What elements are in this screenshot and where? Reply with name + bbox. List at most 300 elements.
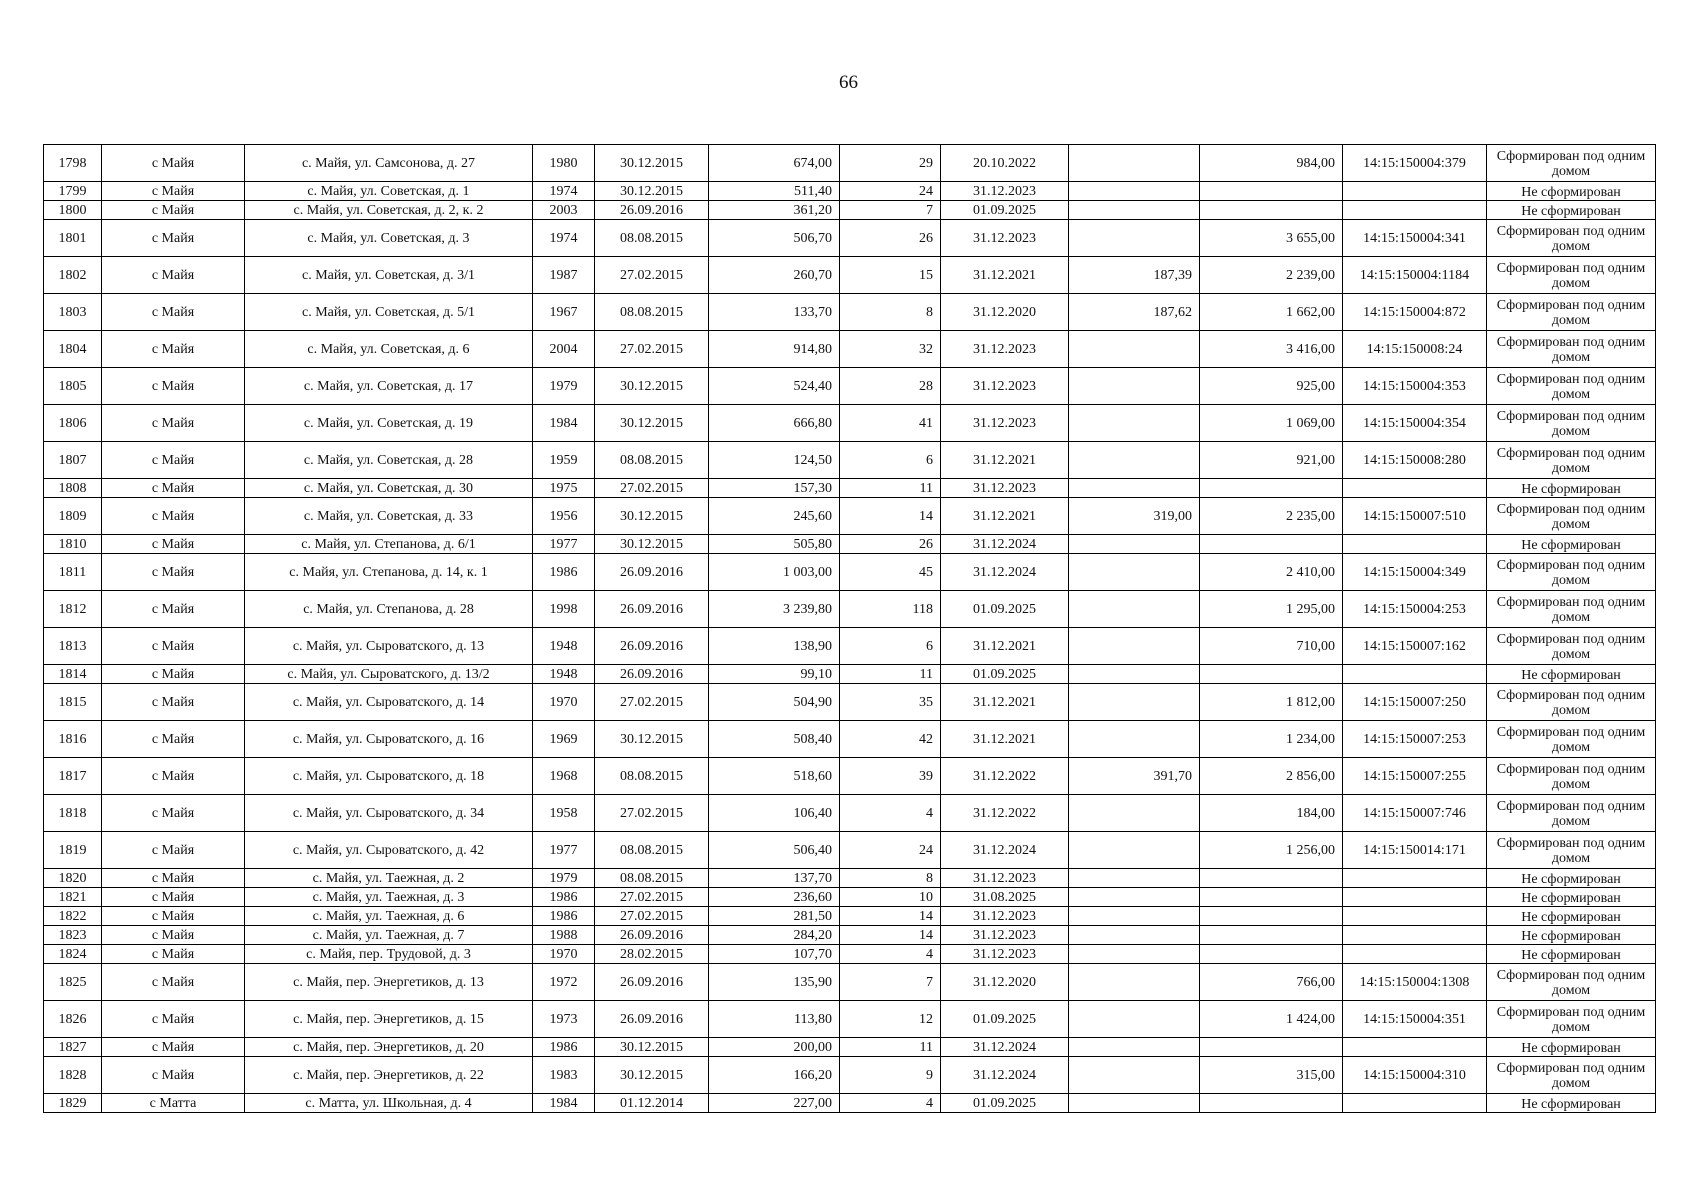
cell-survey-date: 26.09.2016 bbox=[595, 554, 709, 591]
cell-survey-date: 30.12.2015 bbox=[595, 1038, 709, 1057]
cell-residents: 45 bbox=[840, 554, 941, 591]
cell-survey-date: 26.09.2016 bbox=[595, 628, 709, 665]
table-row bbox=[44, 795, 1656, 832]
table-row bbox=[44, 907, 1656, 926]
cell-cadastral-number bbox=[1343, 907, 1487, 926]
cell-settlement: с Майя bbox=[102, 145, 245, 182]
cell-land-status: Сформирован под одним домом bbox=[1487, 964, 1656, 1001]
cell-land-area-b bbox=[1200, 182, 1343, 201]
cell-row-number: 1805 bbox=[44, 368, 102, 405]
cell-cadastral-number: 14:15:150007:510 bbox=[1343, 498, 1487, 535]
cell-settlement: с Майя bbox=[102, 1038, 245, 1057]
cell-row-number: 1829 bbox=[44, 1094, 102, 1113]
cell-residents: 4 bbox=[840, 1094, 941, 1113]
cell-residents: 11 bbox=[840, 665, 941, 684]
cell-residents: 32 bbox=[840, 331, 941, 368]
cell-land-area-b bbox=[1200, 1038, 1343, 1057]
cell-cadastral-number: 14:15:150014:171 bbox=[1343, 832, 1487, 869]
cell-survey-date: 27.02.2015 bbox=[595, 479, 709, 498]
cell-settlement: с Майя bbox=[102, 907, 245, 926]
table-row bbox=[44, 535, 1656, 554]
cell-repair-deadline: 31.12.2023 bbox=[941, 331, 1069, 368]
cell-land-area-a bbox=[1069, 1038, 1200, 1057]
cell-address: с. Майя, ул. Степанова, д. 28 bbox=[245, 591, 533, 628]
cell-row-number: 1818 bbox=[44, 795, 102, 832]
cell-year-built: 2004 bbox=[533, 331, 595, 368]
cell-land-status: Не сформирован bbox=[1487, 182, 1656, 201]
cell-survey-date: 26.09.2016 bbox=[595, 926, 709, 945]
cell-survey-date: 08.08.2015 bbox=[595, 832, 709, 869]
cell-area: 107,70 bbox=[709, 945, 840, 964]
cell-land-area-a bbox=[1069, 479, 1200, 498]
cell-cadastral-number: 14:15:150007:746 bbox=[1343, 795, 1487, 832]
cell-land-area-a bbox=[1069, 1094, 1200, 1113]
cell-row-number: 1803 bbox=[44, 294, 102, 331]
table-row bbox=[44, 964, 1656, 1001]
cell-land-status: Сформирован под одним домом bbox=[1487, 257, 1656, 294]
cell-repair-deadline: 31.12.2021 bbox=[941, 257, 1069, 294]
cell-residents: 4 bbox=[840, 945, 941, 964]
cell-year-built: 1973 bbox=[533, 1001, 595, 1038]
cell-land-area-b: 1 424,00 bbox=[1200, 1001, 1343, 1038]
cell-year-built: 1984 bbox=[533, 1094, 595, 1113]
cell-survey-date: 08.08.2015 bbox=[595, 758, 709, 795]
cell-settlement: с Майя bbox=[102, 684, 245, 721]
cell-residents: 24 bbox=[840, 832, 941, 869]
cell-land-area-b bbox=[1200, 535, 1343, 554]
cell-repair-deadline: 31.12.2023 bbox=[941, 220, 1069, 257]
cell-repair-deadline: 31.12.2023 bbox=[941, 926, 1069, 945]
cell-land-status: Сформирован под одним домом bbox=[1487, 721, 1656, 758]
cell-row-number: 1819 bbox=[44, 832, 102, 869]
table-row bbox=[44, 1038, 1656, 1057]
table-row bbox=[44, 498, 1656, 535]
cell-area: 157,30 bbox=[709, 479, 840, 498]
cell-cadastral-number: 14:15:150007:162 bbox=[1343, 628, 1487, 665]
cell-settlement: с Майя bbox=[102, 945, 245, 964]
cell-land-area-a bbox=[1069, 832, 1200, 869]
cell-area: 3 239,80 bbox=[709, 591, 840, 628]
cell-row-number: 1798 bbox=[44, 145, 102, 182]
cell-land-area-b: 3 655,00 bbox=[1200, 220, 1343, 257]
cell-land-status: Сформирован под одним домом bbox=[1487, 628, 1656, 665]
cell-area: 518,60 bbox=[709, 758, 840, 795]
cell-settlement: с Майя bbox=[102, 257, 245, 294]
cell-land-area-b: 2 410,00 bbox=[1200, 554, 1343, 591]
cell-settlement: с Майя bbox=[102, 220, 245, 257]
cell-survey-date: 30.12.2015 bbox=[595, 405, 709, 442]
cell-residents: 28 bbox=[840, 368, 941, 405]
cell-land-area-b: 2 235,00 bbox=[1200, 498, 1343, 535]
cell-repair-deadline: 31.12.2024 bbox=[941, 1038, 1069, 1057]
cell-land-area-a bbox=[1069, 201, 1200, 220]
cell-year-built: 1980 bbox=[533, 145, 595, 182]
cell-year-built: 1970 bbox=[533, 684, 595, 721]
cell-cadastral-number bbox=[1343, 926, 1487, 945]
cell-land-area-b: 2 856,00 bbox=[1200, 758, 1343, 795]
cell-land-area-b: 1 295,00 bbox=[1200, 591, 1343, 628]
cell-settlement: с Майя bbox=[102, 758, 245, 795]
cell-area: 106,40 bbox=[709, 795, 840, 832]
cell-repair-deadline: 31.12.2023 bbox=[941, 869, 1069, 888]
cell-repair-deadline: 31.12.2021 bbox=[941, 498, 1069, 535]
table-row bbox=[44, 442, 1656, 479]
cell-year-built: 1988 bbox=[533, 926, 595, 945]
cell-repair-deadline: 31.12.2021 bbox=[941, 684, 1069, 721]
cell-survey-date: 30.12.2015 bbox=[595, 721, 709, 758]
cell-land-status: Не сформирован bbox=[1487, 888, 1656, 907]
cell-cadastral-number: 14:15:150004:351 bbox=[1343, 1001, 1487, 1038]
cell-survey-date: 30.12.2015 bbox=[595, 1057, 709, 1094]
cell-residents: 10 bbox=[840, 888, 941, 907]
cell-year-built: 1984 bbox=[533, 405, 595, 442]
cell-land-status: Не сформирован bbox=[1487, 201, 1656, 220]
cell-row-number: 1816 bbox=[44, 721, 102, 758]
cell-land-area-a: 187,39 bbox=[1069, 257, 1200, 294]
cell-area: 281,50 bbox=[709, 907, 840, 926]
cell-cadastral-number: 14:15:150007:250 bbox=[1343, 684, 1487, 721]
cell-settlement: с Майя bbox=[102, 1057, 245, 1094]
cell-address: с. Майя, ул. Советская, д. 6 bbox=[245, 331, 533, 368]
cell-repair-deadline: 31.12.2023 bbox=[941, 479, 1069, 498]
cell-year-built: 1958 bbox=[533, 795, 595, 832]
cell-area: 524,40 bbox=[709, 368, 840, 405]
cell-area: 133,70 bbox=[709, 294, 840, 331]
table-row bbox=[44, 1094, 1656, 1113]
cell-repair-deadline: 01.09.2025 bbox=[941, 665, 1069, 684]
cell-land-status: Сформирован под одним домом bbox=[1487, 832, 1656, 869]
cell-year-built: 1974 bbox=[533, 220, 595, 257]
cell-settlement: с Майя bbox=[102, 888, 245, 907]
cell-settlement: с Майя bbox=[102, 554, 245, 591]
cell-year-built: 1956 bbox=[533, 498, 595, 535]
table-row bbox=[44, 257, 1656, 294]
cell-cadastral-number: 14:15:150004:353 bbox=[1343, 368, 1487, 405]
cell-row-number: 1817 bbox=[44, 758, 102, 795]
cell-cadastral-number bbox=[1343, 535, 1487, 554]
cell-repair-deadline: 31.08.2025 bbox=[941, 888, 1069, 907]
cell-year-built: 1977 bbox=[533, 832, 595, 869]
cell-cadastral-number: 14:15:150008:280 bbox=[1343, 442, 1487, 479]
cell-residents: 11 bbox=[840, 479, 941, 498]
cell-land-area-b: 1 234,00 bbox=[1200, 721, 1343, 758]
table-row bbox=[44, 145, 1656, 182]
cell-repair-deadline: 31.12.2024 bbox=[941, 554, 1069, 591]
cell-residents: 26 bbox=[840, 535, 941, 554]
cell-residents: 7 bbox=[840, 964, 941, 1001]
cell-land-area-a bbox=[1069, 331, 1200, 368]
cell-year-built: 1970 bbox=[533, 945, 595, 964]
cell-land-status: Сформирован под одним домом bbox=[1487, 1001, 1656, 1038]
cell-repair-deadline: 01.09.2025 bbox=[941, 1094, 1069, 1113]
cell-land-status: Сформирован под одним домом bbox=[1487, 145, 1656, 182]
cell-row-number: 1813 bbox=[44, 628, 102, 665]
table-row bbox=[44, 832, 1656, 869]
cell-repair-deadline: 31.12.2023 bbox=[941, 182, 1069, 201]
cell-land-area-a: 319,00 bbox=[1069, 498, 1200, 535]
cell-area: 504,90 bbox=[709, 684, 840, 721]
cell-residents: 14 bbox=[840, 907, 941, 926]
cell-row-number: 1824 bbox=[44, 945, 102, 964]
cell-cadastral-number: 14:15:150008:24 bbox=[1343, 331, 1487, 368]
cell-land-status: Сформирован под одним домом bbox=[1487, 220, 1656, 257]
cell-repair-deadline: 31.12.2023 bbox=[941, 945, 1069, 964]
cell-address: с. Матта, ул. Школьная, д. 4 bbox=[245, 1094, 533, 1113]
cell-residents: 8 bbox=[840, 869, 941, 888]
cell-area: 508,40 bbox=[709, 721, 840, 758]
cell-area: 138,90 bbox=[709, 628, 840, 665]
cell-cadastral-number: 14:15:150004:1184 bbox=[1343, 257, 1487, 294]
cell-settlement: с Майя bbox=[102, 591, 245, 628]
cell-area: 113,80 bbox=[709, 1001, 840, 1038]
cell-row-number: 1801 bbox=[44, 220, 102, 257]
cell-address: с. Майя, ул. Таежная, д. 6 bbox=[245, 907, 533, 926]
cell-area: 135,90 bbox=[709, 964, 840, 1001]
cell-cadastral-number: 14:15:150004:354 bbox=[1343, 405, 1487, 442]
cell-settlement: с Майя bbox=[102, 665, 245, 684]
cell-address: с. Майя, ул. Таежная, д. 2 bbox=[245, 869, 533, 888]
cell-row-number: 1808 bbox=[44, 479, 102, 498]
cell-settlement: с Майя bbox=[102, 201, 245, 220]
cell-survey-date: 30.12.2015 bbox=[595, 145, 709, 182]
cell-land-area-b bbox=[1200, 1094, 1343, 1113]
cell-address: с. Майя, ул. Советская, д. 19 bbox=[245, 405, 533, 442]
cell-area: 260,70 bbox=[709, 257, 840, 294]
cell-year-built: 1975 bbox=[533, 479, 595, 498]
cell-land-area-a bbox=[1069, 368, 1200, 405]
cell-cadastral-number: 14:15:150007:255 bbox=[1343, 758, 1487, 795]
cell-land-area-a bbox=[1069, 591, 1200, 628]
cell-land-area-b: 710,00 bbox=[1200, 628, 1343, 665]
cell-cadastral-number: 14:15:150004:872 bbox=[1343, 294, 1487, 331]
cell-repair-deadline: 31.12.2022 bbox=[941, 758, 1069, 795]
cell-residents: 12 bbox=[840, 1001, 941, 1038]
cell-repair-deadline: 01.09.2025 bbox=[941, 591, 1069, 628]
cell-cadastral-number bbox=[1343, 945, 1487, 964]
cell-settlement: с Майя bbox=[102, 926, 245, 945]
cell-residents: 24 bbox=[840, 182, 941, 201]
cell-survey-date: 26.09.2016 bbox=[595, 1001, 709, 1038]
cell-address: с. Майя, ул. Сыроватского, д. 13/2 bbox=[245, 665, 533, 684]
cell-land-area-a bbox=[1069, 926, 1200, 945]
cell-address: с. Майя, ул. Сыроватского, д. 42 bbox=[245, 832, 533, 869]
cell-land-status: Сформирован под одним домом bbox=[1487, 294, 1656, 331]
table-row bbox=[44, 479, 1656, 498]
cell-cadastral-number bbox=[1343, 182, 1487, 201]
cell-settlement: с Майя bbox=[102, 368, 245, 405]
cell-land-area-b: 1 069,00 bbox=[1200, 405, 1343, 442]
table-row bbox=[44, 684, 1656, 721]
table-row bbox=[44, 926, 1656, 945]
cell-land-area-b bbox=[1200, 479, 1343, 498]
cell-area: 200,00 bbox=[709, 1038, 840, 1057]
cell-land-status: Сформирован под одним домом bbox=[1487, 368, 1656, 405]
cell-cadastral-number: 14:15:150007:253 bbox=[1343, 721, 1487, 758]
cell-year-built: 1986 bbox=[533, 1038, 595, 1057]
cell-residents: 4 bbox=[840, 795, 941, 832]
cell-survey-date: 08.08.2015 bbox=[595, 220, 709, 257]
cell-row-number: 1823 bbox=[44, 926, 102, 945]
cell-land-status: Не сформирован bbox=[1487, 479, 1656, 498]
cell-row-number: 1815 bbox=[44, 684, 102, 721]
cell-address: с. Майя, ул. Таежная, д. 3 bbox=[245, 888, 533, 907]
cell-land-status: Не сформирован bbox=[1487, 535, 1656, 554]
cell-area: 137,70 bbox=[709, 869, 840, 888]
cell-survey-date: 30.12.2015 bbox=[595, 498, 709, 535]
cell-settlement: с Майя bbox=[102, 795, 245, 832]
cell-settlement: с Майя bbox=[102, 869, 245, 888]
cell-year-built: 1948 bbox=[533, 665, 595, 684]
cell-residents: 6 bbox=[840, 442, 941, 479]
cell-area: 506,70 bbox=[709, 220, 840, 257]
cell-land-area-a bbox=[1069, 1001, 1200, 1038]
cell-area: 505,80 bbox=[709, 535, 840, 554]
cell-row-number: 1806 bbox=[44, 405, 102, 442]
cell-survey-date: 27.02.2015 bbox=[595, 684, 709, 721]
cell-row-number: 1810 bbox=[44, 535, 102, 554]
table-row bbox=[44, 591, 1656, 628]
cell-land-status: Сформирован под одним домом bbox=[1487, 405, 1656, 442]
cell-land-status: Не сформирован bbox=[1487, 869, 1656, 888]
cell-year-built: 2003 bbox=[533, 201, 595, 220]
cell-area: 284,20 bbox=[709, 926, 840, 945]
cell-land-status: Не сформирован bbox=[1487, 926, 1656, 945]
cell-settlement: с Майя bbox=[102, 479, 245, 498]
cell-land-area-b: 1 256,00 bbox=[1200, 832, 1343, 869]
cell-year-built: 1998 bbox=[533, 591, 595, 628]
table-row bbox=[44, 368, 1656, 405]
cell-repair-deadline: 01.09.2025 bbox=[941, 1001, 1069, 1038]
cell-cadastral-number bbox=[1343, 1094, 1487, 1113]
cell-land-area-b: 1 812,00 bbox=[1200, 684, 1343, 721]
cell-address: с. Майя, ул. Самсонова, д. 27 bbox=[245, 145, 533, 182]
cell-row-number: 1821 bbox=[44, 888, 102, 907]
cell-survey-date: 26.09.2016 bbox=[595, 964, 709, 1001]
cell-land-status: Не сформирован bbox=[1487, 1038, 1656, 1057]
cell-repair-deadline: 31.12.2021 bbox=[941, 628, 1069, 665]
housing-registry-table bbox=[43, 144, 1656, 1113]
cell-repair-deadline: 31.12.2024 bbox=[941, 832, 1069, 869]
cell-land-area-a bbox=[1069, 182, 1200, 201]
cell-repair-deadline: 31.12.2020 bbox=[941, 294, 1069, 331]
cell-area: 124,50 bbox=[709, 442, 840, 479]
cell-land-area-b: 984,00 bbox=[1200, 145, 1343, 182]
cell-row-number: 1804 bbox=[44, 331, 102, 368]
cell-area: 511,40 bbox=[709, 182, 840, 201]
cell-row-number: 1802 bbox=[44, 257, 102, 294]
cell-address: с. Майя, пер. Энергетиков, д. 22 bbox=[245, 1057, 533, 1094]
cell-land-status: Сформирован под одним домом bbox=[1487, 684, 1656, 721]
cell-address: с. Майя, ул. Степанова, д. 6/1 bbox=[245, 535, 533, 554]
cell-land-status: Не сформирован bbox=[1487, 907, 1656, 926]
cell-land-status: Сформирован под одним домом bbox=[1487, 498, 1656, 535]
cell-year-built: 1969 bbox=[533, 721, 595, 758]
cell-settlement: с Майя bbox=[102, 442, 245, 479]
cell-address: с. Майя, ул. Сыроватского, д. 16 bbox=[245, 721, 533, 758]
cell-survey-date: 08.08.2015 bbox=[595, 442, 709, 479]
cell-survey-date: 27.02.2015 bbox=[595, 795, 709, 832]
cell-land-area-b: 2 239,00 bbox=[1200, 257, 1343, 294]
table-row bbox=[44, 331, 1656, 368]
cell-cadastral-number bbox=[1343, 888, 1487, 907]
cell-survey-date: 26.09.2016 bbox=[595, 665, 709, 684]
cell-area: 666,80 bbox=[709, 405, 840, 442]
cell-row-number: 1828 bbox=[44, 1057, 102, 1094]
cell-survey-date: 27.02.2015 bbox=[595, 907, 709, 926]
cell-cadastral-number: 14:15:150004:310 bbox=[1343, 1057, 1487, 1094]
cell-cadastral-number: 14:15:150004:341 bbox=[1343, 220, 1487, 257]
cell-residents: 35 bbox=[840, 684, 941, 721]
cell-address: с. Майя, ул. Советская, д. 28 bbox=[245, 442, 533, 479]
cell-survey-date: 01.12.2014 bbox=[595, 1094, 709, 1113]
cell-land-area-a bbox=[1069, 945, 1200, 964]
cell-repair-deadline: 31.12.2021 bbox=[941, 442, 1069, 479]
table-row bbox=[44, 665, 1656, 684]
cell-year-built: 1959 bbox=[533, 442, 595, 479]
cell-land-area-b: 315,00 bbox=[1200, 1057, 1343, 1094]
table-row bbox=[44, 888, 1656, 907]
cell-residents: 14 bbox=[840, 498, 941, 535]
cell-residents: 26 bbox=[840, 220, 941, 257]
cell-year-built: 1967 bbox=[533, 294, 595, 331]
cell-cadastral-number: 14:15:150004:349 bbox=[1343, 554, 1487, 591]
cell-land-area-b bbox=[1200, 869, 1343, 888]
cell-land-area-b bbox=[1200, 888, 1343, 907]
cell-land-area-b: 1 662,00 bbox=[1200, 294, 1343, 331]
cell-land-area-b: 925,00 bbox=[1200, 368, 1343, 405]
cell-address: с. Майя, пер. Энергетиков, д. 20 bbox=[245, 1038, 533, 1057]
cell-year-built: 1979 bbox=[533, 368, 595, 405]
cell-land-area-b bbox=[1200, 907, 1343, 926]
cell-land-area-b: 766,00 bbox=[1200, 964, 1343, 1001]
table-row bbox=[44, 945, 1656, 964]
cell-survey-date: 08.08.2015 bbox=[595, 294, 709, 331]
cell-survey-date: 26.09.2016 bbox=[595, 591, 709, 628]
cell-survey-date: 08.08.2015 bbox=[595, 869, 709, 888]
cell-row-number: 1811 bbox=[44, 554, 102, 591]
cell-residents: 15 bbox=[840, 257, 941, 294]
table-row bbox=[44, 721, 1656, 758]
cell-land-area-a bbox=[1069, 535, 1200, 554]
cell-residents: 6 bbox=[840, 628, 941, 665]
cell-land-status: Не сформирован bbox=[1487, 665, 1656, 684]
cell-address: с. Майя, ул. Сыроватского, д. 14 bbox=[245, 684, 533, 721]
table-row bbox=[44, 869, 1656, 888]
cell-settlement: с Майя bbox=[102, 331, 245, 368]
cell-residents: 11 bbox=[840, 1038, 941, 1057]
cell-repair-deadline: 31.12.2023 bbox=[941, 405, 1069, 442]
cell-year-built: 1986 bbox=[533, 907, 595, 926]
cell-land-area-b bbox=[1200, 926, 1343, 945]
cell-repair-deadline: 01.09.2025 bbox=[941, 201, 1069, 220]
cell-address: с. Майя, ул. Советская, д. 3/1 bbox=[245, 257, 533, 294]
cell-survey-date: 30.12.2015 bbox=[595, 535, 709, 554]
cell-year-built: 1968 bbox=[533, 758, 595, 795]
cell-land-status: Сформирован под одним домом bbox=[1487, 795, 1656, 832]
table-row bbox=[44, 758, 1656, 795]
cell-land-area-a bbox=[1069, 220, 1200, 257]
cell-survey-date: 26.09.2016 bbox=[595, 201, 709, 220]
cell-year-built: 1987 bbox=[533, 257, 595, 294]
cell-row-number: 1826 bbox=[44, 1001, 102, 1038]
cell-settlement: с Майя bbox=[102, 721, 245, 758]
cell-land-area-a bbox=[1069, 628, 1200, 665]
cell-land-area-b: 3 416,00 bbox=[1200, 331, 1343, 368]
cell-land-area-a bbox=[1069, 1057, 1200, 1094]
cell-land-status: Сформирован под одним домом bbox=[1487, 758, 1656, 795]
cell-address: с. Майя, ул. Советская, д. 33 bbox=[245, 498, 533, 535]
cell-land-area-a bbox=[1069, 869, 1200, 888]
